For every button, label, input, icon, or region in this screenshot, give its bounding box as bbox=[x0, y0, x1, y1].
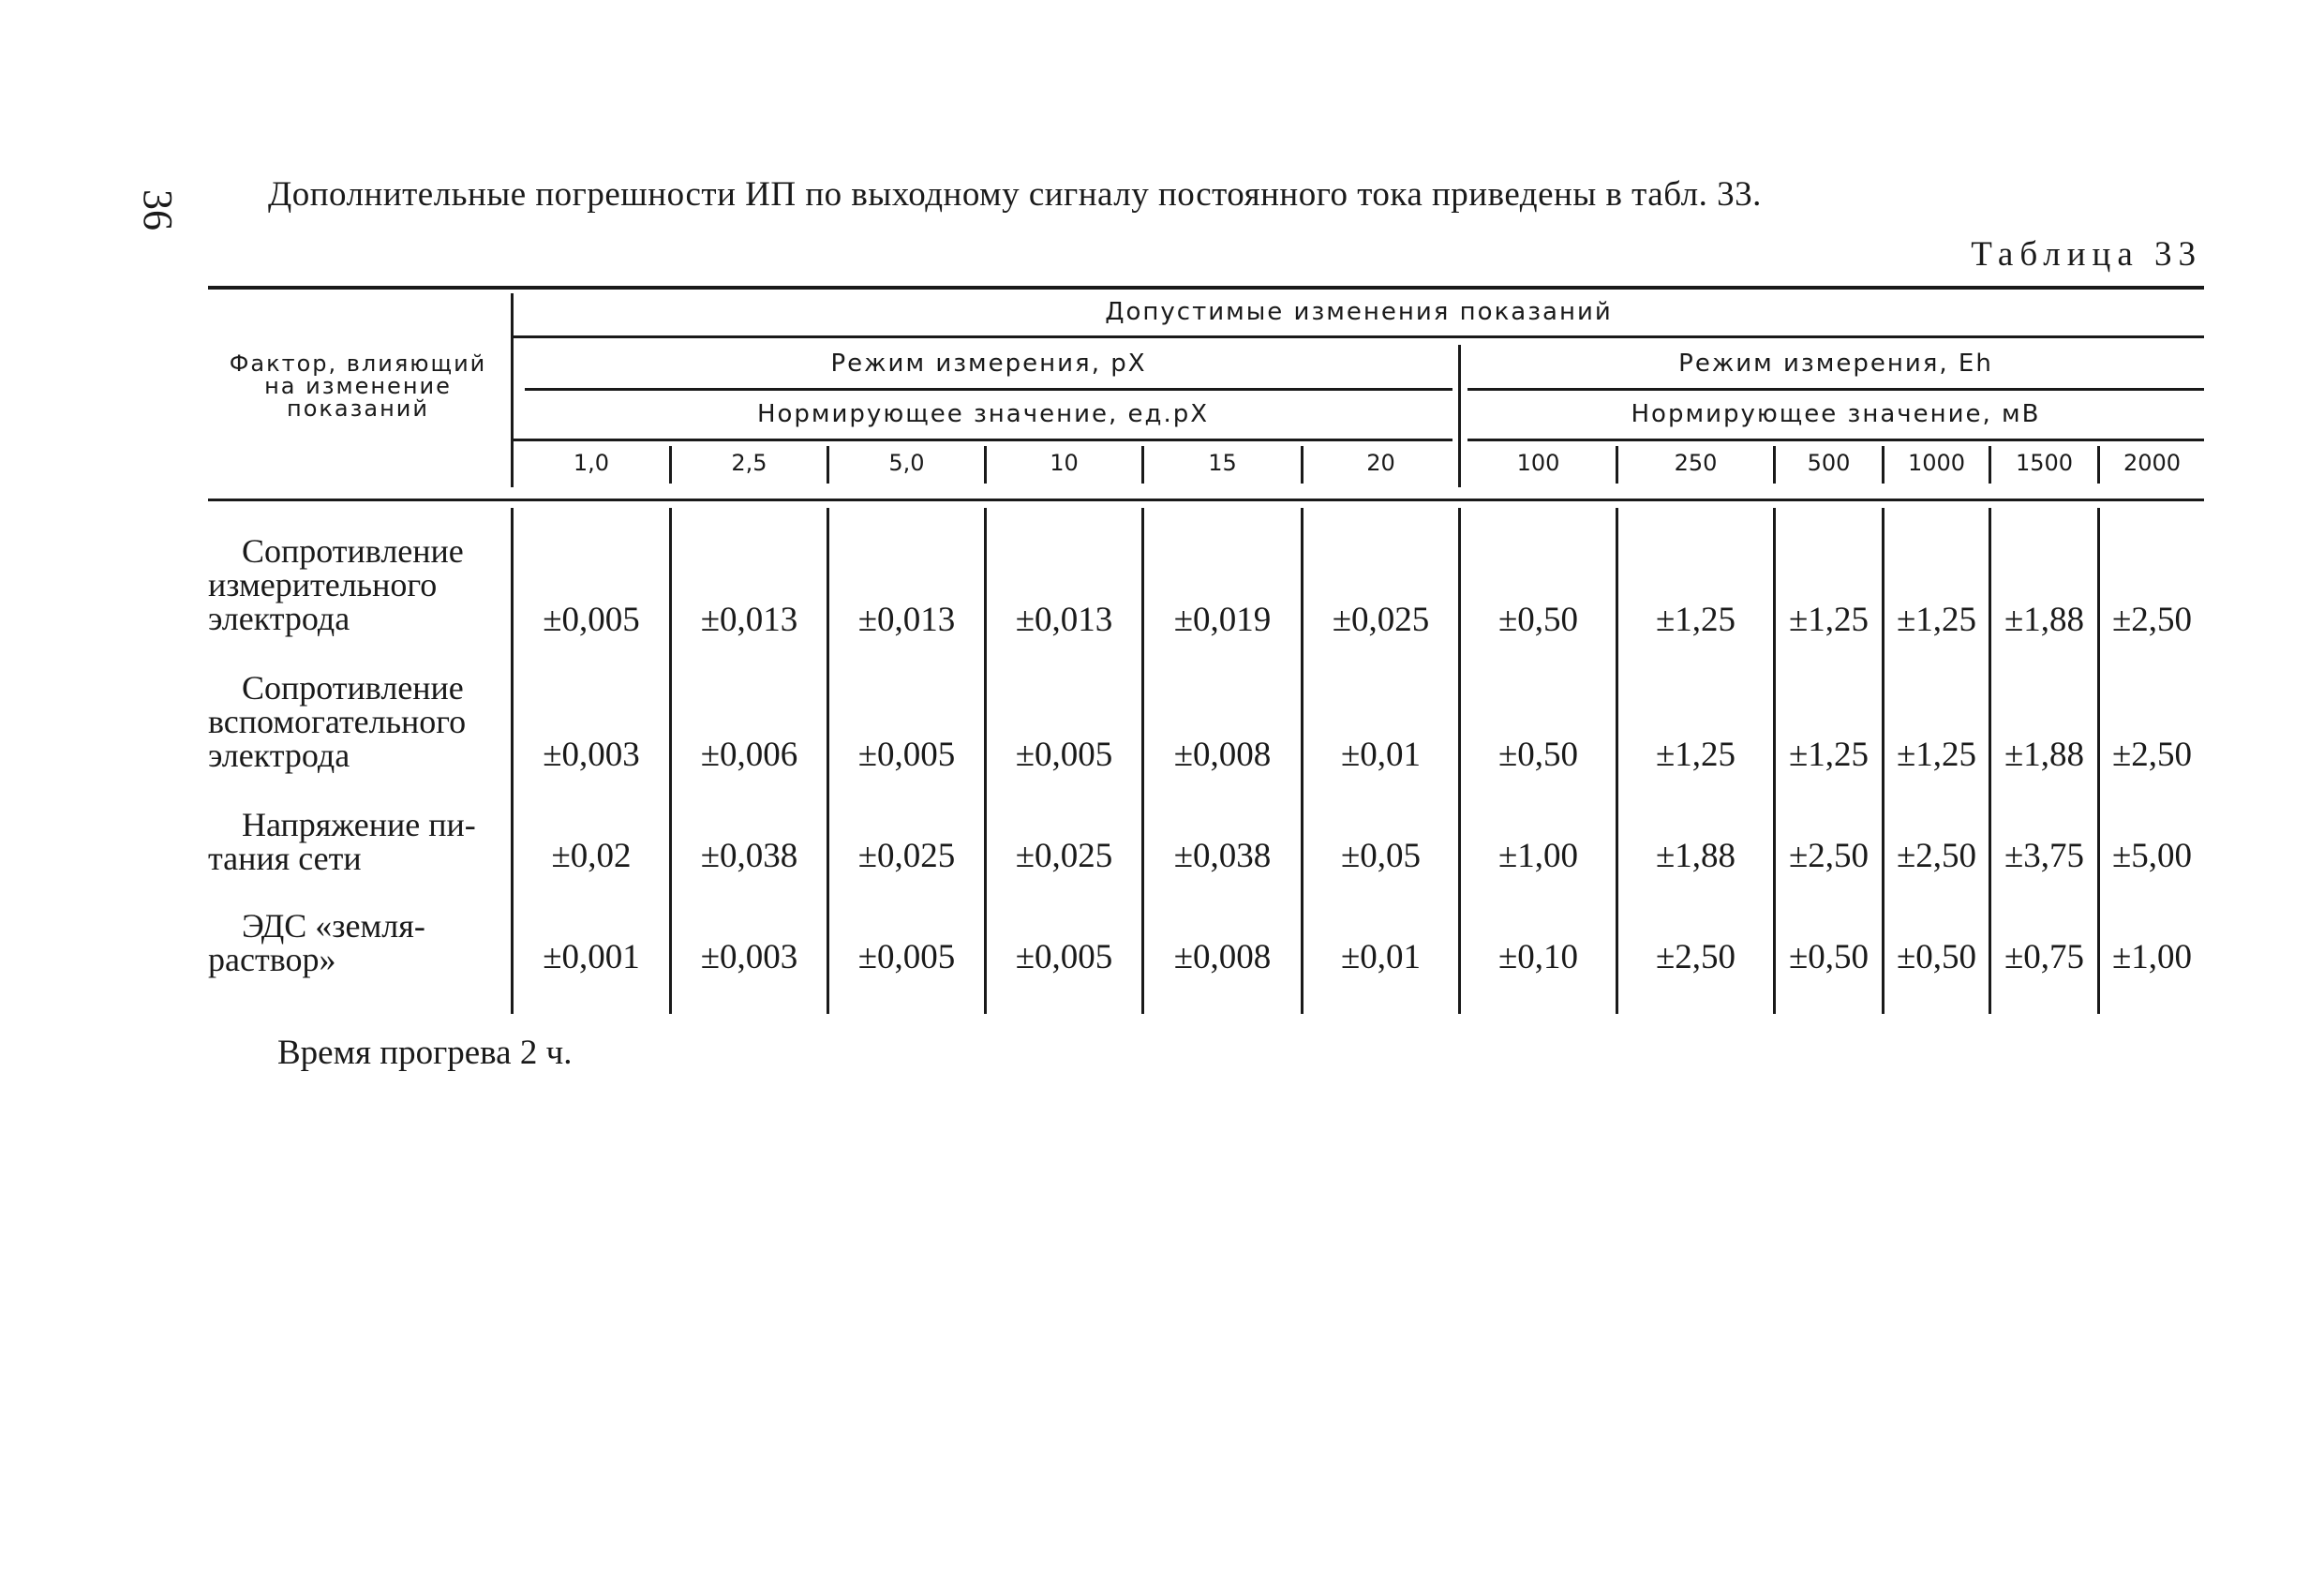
mode-eh-header: Режим измерения, Eh bbox=[1678, 350, 1993, 378]
table-cell: ±0,50 bbox=[1896, 938, 1977, 976]
table-cell: ±1,88 bbox=[2004, 601, 2085, 639]
table-cell: ±2,50 bbox=[1788, 837, 1870, 875]
column-header: 2,5 bbox=[731, 450, 767, 476]
table-cell: ±0,10 bbox=[1497, 938, 1579, 976]
table-cell: ±0,005 bbox=[857, 938, 956, 976]
table-cell: ±2,50 bbox=[1896, 837, 1977, 875]
table-cell: ±1,88 bbox=[1655, 837, 1736, 875]
row-label bbox=[208, 534, 508, 635]
table-cell: ±1,88 bbox=[2004, 736, 2085, 774]
table-cell: ±0,038 bbox=[1173, 837, 1272, 875]
column-header: 1500 bbox=[2015, 450, 2074, 476]
table-cell: ±0,75 bbox=[2004, 938, 2085, 976]
table-cell: ±0,025 bbox=[1332, 601, 1430, 639]
factor-header-line: показаний bbox=[287, 395, 429, 422]
table-top-rule bbox=[208, 286, 2204, 290]
table-cell: ±0,01 bbox=[1340, 938, 1422, 976]
rule-under-norm-eh bbox=[1467, 439, 2204, 441]
table-cell: ±0,013 bbox=[857, 601, 956, 639]
intro-text: Дополнительные погрешности ИП по выходному сигналу постоянного тока приведены в табл. 33. bbox=[268, 175, 1762, 214]
table-cell: ±1,25 bbox=[1896, 601, 1977, 639]
page-number: 36 bbox=[135, 189, 181, 231]
table-cell: ±1,25 bbox=[1788, 736, 1870, 774]
row-label-line: Сопротивление bbox=[242, 669, 464, 707]
table-cell: ±0,01 bbox=[1340, 736, 1422, 774]
factor-header-line: Фактор, влияющий bbox=[229, 350, 487, 377]
table-cell: ±0,013 bbox=[700, 601, 798, 639]
column-header: 100 bbox=[1516, 450, 1560, 476]
row-label bbox=[208, 671, 508, 772]
table-cell: ±0,019 bbox=[1173, 601, 1272, 639]
table-cell: ±0,005 bbox=[857, 736, 956, 774]
table-cell: ±0,005 bbox=[1015, 938, 1113, 976]
column-header: 250 bbox=[1674, 450, 1718, 476]
table-cell: ±0,001 bbox=[543, 938, 640, 976]
table-cell: ±0,005 bbox=[543, 601, 640, 639]
rule-under-norm-px bbox=[514, 439, 1452, 441]
table-cell: ±1,00 bbox=[1497, 837, 1579, 875]
table-cell: ±0,02 bbox=[551, 837, 632, 875]
rule-under-mode-eh bbox=[1467, 388, 2204, 391]
row-label-line: раствор» bbox=[208, 941, 336, 978]
row-label-line: тания сети bbox=[208, 840, 362, 877]
row-label-line: электрода bbox=[208, 600, 350, 637]
factor-header bbox=[208, 352, 508, 420]
row-label-line: Сопротивление bbox=[242, 532, 464, 570]
table-cell: ±1,00 bbox=[2111, 938, 2193, 976]
table-cell: ±1,25 bbox=[1896, 736, 1977, 774]
rule-under-mode-px bbox=[525, 388, 1452, 391]
column-header: 10 bbox=[1050, 450, 1079, 476]
table-cell: ±2,50 bbox=[2111, 601, 2193, 639]
top-header: Допустимые изменения показаний bbox=[1105, 298, 1613, 326]
column-header: 1000 bbox=[1907, 450, 1966, 476]
norm-px-header: Нормирующее значение, ед.pX bbox=[756, 400, 1210, 428]
column-header: 15 bbox=[1208, 450, 1237, 476]
table-cell: ±5,00 bbox=[2111, 837, 2193, 875]
header-bottom-rule bbox=[208, 499, 2204, 501]
row-label-line: электрода bbox=[208, 737, 350, 774]
table-cell: ±0,013 bbox=[1015, 601, 1113, 639]
table-cell: ±1,25 bbox=[1655, 601, 1736, 639]
table-cell: ±0,008 bbox=[1173, 736, 1272, 774]
row-label-line: ЭДС «земля- bbox=[242, 907, 425, 945]
row-label bbox=[208, 909, 508, 976]
row-label bbox=[208, 808, 508, 875]
table-cell: ±0,05 bbox=[1340, 837, 1422, 875]
table-cell: ±0,025 bbox=[1015, 837, 1113, 875]
row-label-line: Напряжение пи- bbox=[242, 806, 476, 843]
table-cell: ±2,50 bbox=[1655, 938, 1736, 976]
table-cell: ±0,003 bbox=[543, 736, 640, 774]
table-cell: ±1,25 bbox=[1655, 736, 1736, 774]
rule-under-top-header bbox=[514, 335, 2204, 338]
table-cell: ±0,50 bbox=[1497, 601, 1579, 639]
table-cell: ±0,006 bbox=[700, 736, 798, 774]
footnote: Время прогрева 2 ч. bbox=[277, 1034, 573, 1072]
table-cell: ±0,038 bbox=[700, 837, 798, 875]
mode-px-header: Режим измерения, pX bbox=[830, 350, 1147, 378]
table-cell: ±2,50 bbox=[2111, 736, 2193, 774]
column-header: 500 bbox=[1807, 450, 1851, 476]
table-cell: ±0,005 bbox=[1015, 736, 1113, 774]
table-cell: ±3,75 bbox=[2004, 837, 2085, 875]
table-cell: ±1,25 bbox=[1788, 601, 1870, 639]
column-header: 1,0 bbox=[573, 450, 610, 476]
table-cell: ±0,025 bbox=[857, 837, 956, 875]
table-cell: ±0,003 bbox=[700, 938, 798, 976]
norm-eh-header: Нормирующее значение, мВ bbox=[1631, 400, 2041, 428]
column-header: 2000 bbox=[2123, 450, 2182, 476]
column-header: 5,0 bbox=[888, 450, 925, 476]
table-cell: ±0,50 bbox=[1497, 736, 1579, 774]
row-label-line: измерительного bbox=[208, 566, 438, 603]
table-caption: Таблица 33 bbox=[1971, 235, 2202, 274]
factor-header-line: на изменение bbox=[264, 373, 452, 399]
table-cell: ±0,50 bbox=[1788, 938, 1870, 976]
row-label-line: вспомогательного bbox=[208, 703, 467, 740]
column-header: 20 bbox=[1366, 450, 1395, 476]
table-cell: ±0,008 bbox=[1173, 938, 1272, 976]
